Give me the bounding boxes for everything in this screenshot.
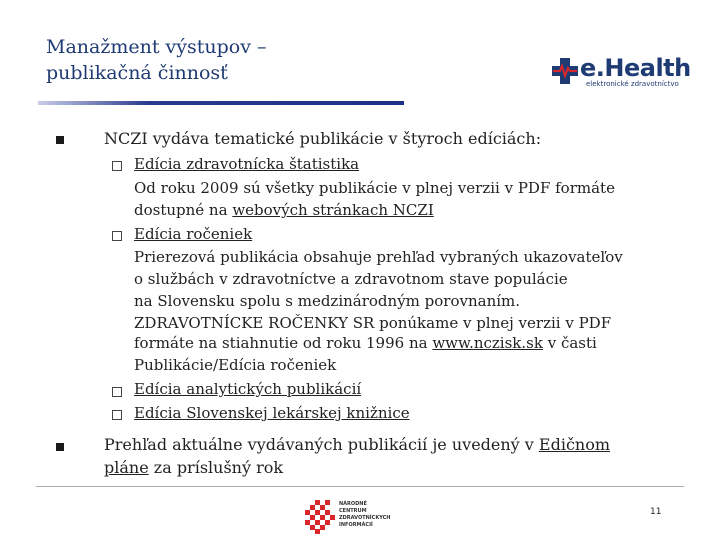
- page-number: 11: [650, 507, 662, 517]
- bullet-2-text-line: [104, 435, 610, 454]
- logo-tagline: elektronické zdravotníctvo: [586, 80, 679, 88]
- medical-cross-heartbeat-icon: [550, 56, 580, 86]
- item-2-text-line: Publikácie/Edícia ročeniek: [134, 356, 337, 374]
- nczisk-link[interactable]: www.nczisk.sk: [432, 334, 543, 352]
- bullet-2-text-line: [104, 458, 283, 477]
- item-2-title[interactable]: Edícia ročeniek: [134, 225, 253, 243]
- bullet-2-suffix: za príslušný rok: [148, 458, 284, 477]
- nczi-logo-line: INFORMÁCIÍ: [339, 522, 373, 528]
- bullet-2-prefix: Prehľad aktuálne vydávaných publikácií je uvedený v: [104, 435, 539, 454]
- item-2-text-prefix: formáte na stiahnutie od roku 1996 na: [134, 334, 433, 352]
- footer-rule: [36, 486, 684, 487]
- slide-title-line1: Manažment výstupov –: [46, 36, 267, 58]
- item-3-title[interactable]: Edícia analytických publikácií: [134, 380, 362, 398]
- hollow-square-icon: [112, 387, 122, 397]
- item-2-after-link: v časti: [542, 334, 597, 352]
- nczi-logo-line: ZDRAVOTNÍCKYCH: [339, 515, 391, 521]
- hollow-square-icon: [112, 231, 122, 241]
- item-2-text-line: [134, 334, 597, 353]
- nczi-logo-line: CENTRUM: [339, 508, 367, 514]
- item-4-title[interactable]: Edícia Slovenskej lekárskej knižnice: [134, 404, 410, 422]
- nczi-logo-text: [339, 501, 390, 529]
- item-2-text-line: ZDRAVOTNÍCKE ROČENKY SR ponúkame v plnej verzii v PDF: [134, 314, 612, 332]
- bullet-1-text: NCZI vydáva tematické publikácie v štyroch edíciách:: [104, 129, 542, 148]
- hollow-square-icon: [112, 410, 122, 420]
- plane-link[interactable]: pláne: [104, 458, 149, 477]
- slide-title: [46, 34, 376, 86]
- nczi-checker-cross-icon: [303, 500, 337, 534]
- logo-word: e.Health: [580, 54, 691, 82]
- bullet-square-icon: [56, 136, 64, 144]
- item-1-title[interactable]: Edícia zdravotnícka štatistika: [134, 155, 360, 173]
- item-1-text-line: Od roku 2009 sú všetky publikácie v plnej verzii v PDF formáte: [134, 179, 615, 197]
- slide-title-line2: publikačná činnosť: [46, 62, 228, 84]
- item-2-text-line: o službách v zdravotníctve a zdravotnom stave populácie: [134, 270, 568, 288]
- nczi-logo: [303, 500, 403, 536]
- edicny-plan-link[interactable]: Edičnom: [538, 435, 611, 454]
- item-1-text-prefix: dostupné na: [134, 201, 233, 219]
- nczi-web-link[interactable]: webových stránkach NCZI: [232, 201, 434, 219]
- item-1-text-line: [134, 201, 434, 220]
- item-2-text-line: na Slovensku spolu s medzinárodným porovnaním.: [134, 292, 521, 310]
- title-divider: [38, 101, 404, 105]
- hollow-square-icon: [112, 161, 122, 171]
- nczi-logo-line: NÁRODNÉ: [339, 501, 367, 507]
- bullet-square-icon: [56, 443, 64, 451]
- ehealth-logo: [550, 54, 691, 90]
- item-2-text-line: Prierezová publikácia obsahuje prehľad vybraných ukazovateľov: [134, 248, 623, 266]
